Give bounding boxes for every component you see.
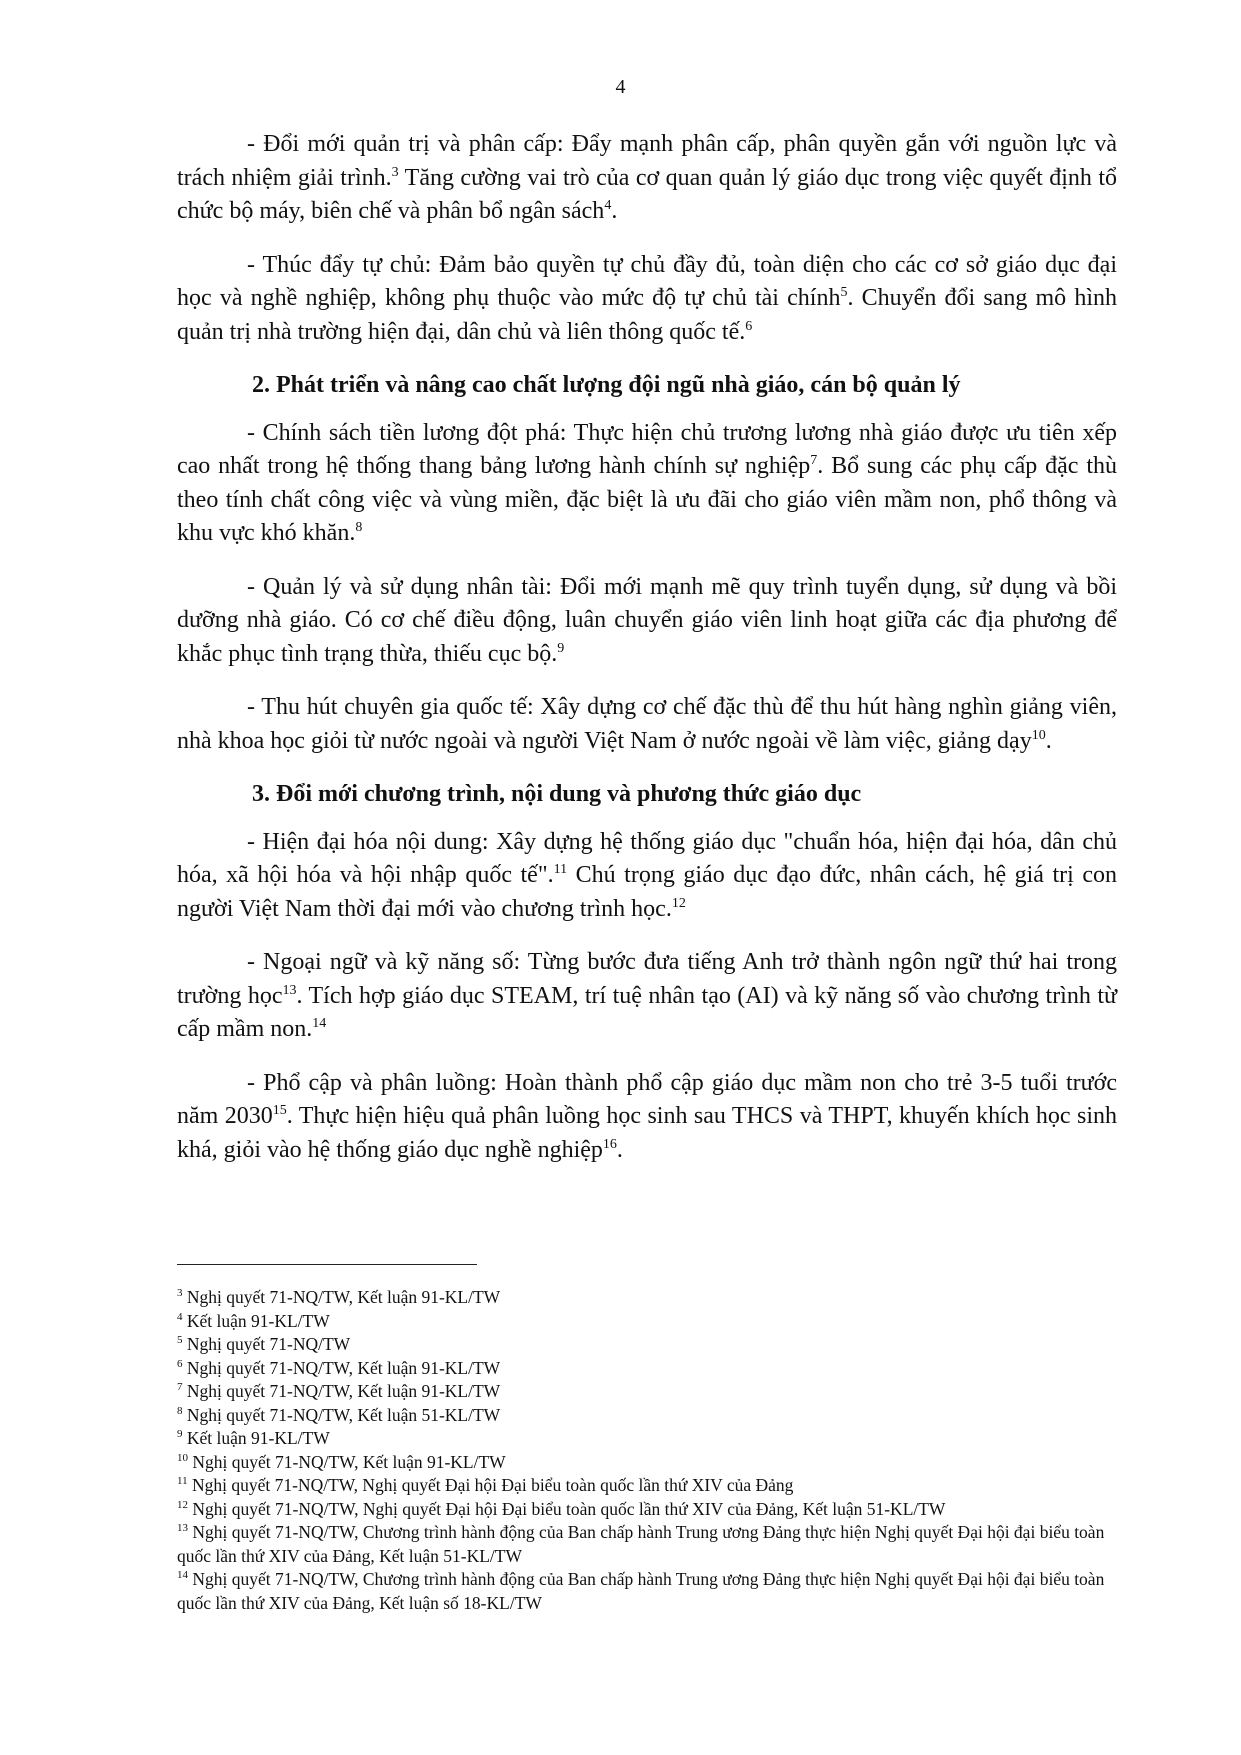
footnote-reference: 6 xyxy=(745,318,753,334)
footnote-item xyxy=(177,1333,1117,1357)
footnote-number: 9 xyxy=(177,1428,183,1441)
body-paragraph xyxy=(177,571,1117,672)
footnote-number: 7 xyxy=(177,1381,183,1394)
footnote-item xyxy=(177,1286,1117,1310)
paragraph-text: - Chính sách tiền lương đột phá: Thực hiện chủ trương lương nhà giáo được ưu tiên xếp cao nhất trong hệ thống thang bảng lương hành chính sự nghiệp xyxy=(177,419,1117,479)
paragraph-text: - Đổi mới quản trị và phân cấp: Đẩy mạnh phân cấp, phân quyền gắn với nguồn lực và trách nhiệm giải trình. xyxy=(177,131,1117,191)
footnote-reference: 13 xyxy=(282,982,297,998)
footnote-text: Nghị quyết 71-NQ/TW, Chương trình hành động của Ban chấp hành Trung ương Đảng thực hiện Nghị quyết Đại hội đại biểu toàn quốc lần thứ XIV của Đảng, Kết luận 51-KL/TW xyxy=(177,1522,1105,1566)
footnote-item xyxy=(177,1380,1117,1404)
footnote-item xyxy=(177,1404,1117,1428)
paragraph-text: - Thu hút chuyên gia quốc tế: Xây dựng cơ chế đặc thù để thu hút hàng nghìn giảng viên, nhà khoa học giỏi từ nước ngoài và người Việt Nam ở nước ngoài về làm việc, giảng dạy xyxy=(177,694,1117,754)
footnote-reference: 12 xyxy=(671,895,686,911)
footnote-number: 6 xyxy=(177,1357,183,1370)
paragraph-text: . Bổ sung các phụ cấp đặc thù theo tính chất công việc và vùng miền, đặc biệt là ưu đãi cho giáo viên mầm non, phổ thông và khu vực khó khăn. xyxy=(177,453,1117,546)
footnote-divider xyxy=(177,1264,477,1265)
footnote-item xyxy=(177,1357,1117,1381)
paragraph-text: Chú trọng giáo dục đạo đức, nhân cách, hệ giá trị con người Việt Nam thời đại mới vào chương trình học. xyxy=(177,862,1117,922)
paragraph-text: . xyxy=(1045,727,1052,754)
footnote-reference: 14 xyxy=(312,1016,327,1031)
paragraph-text: . xyxy=(616,1136,623,1163)
footnote-text: Kết luận 91-KL/TW xyxy=(186,1310,330,1331)
footnote-reference: 5 xyxy=(840,285,848,300)
body-paragraph xyxy=(177,128,1117,229)
document-body xyxy=(177,128,1117,1187)
footnote-number: 11 xyxy=(177,1475,188,1488)
footnote-reference: 16 xyxy=(602,1136,617,1152)
footnote-reference: 10 xyxy=(1031,727,1046,743)
footnote-number: 8 xyxy=(177,1404,183,1417)
footnote-reference: 11 xyxy=(553,862,568,877)
footnote-item xyxy=(177,1521,1117,1568)
footnote-item xyxy=(177,1310,1117,1334)
footnote-item xyxy=(177,1474,1117,1498)
footnote-text: Nghị quyết 71-NQ/TW, Nghị quyết Đại hội Đại biểu toàn quốc lần thứ XIV của Đảng xyxy=(191,1475,794,1495)
footnote-reference: 3 xyxy=(391,164,399,180)
footnote-reference: 15 xyxy=(272,1103,287,1118)
footnote-number: 13 xyxy=(177,1522,188,1535)
paragraph-text: . Chuyển đổi sang mô hình quản trị nhà trường hiện đại, dân chủ và liên thông quốc tế. xyxy=(177,285,1118,345)
footnote-number: 14 xyxy=(177,1569,188,1582)
footnote-number: 3 xyxy=(177,1287,183,1300)
paragraph-text: - Thúc đẩy tự chủ: Đảm bảo quyền tự chủ đầy đủ, toàn diện cho các cơ sở giáo dục đại học và nghề nghiệp, không phụ thuộc vào mức độ tự chủ tài chính xyxy=(177,251,1117,311)
page-number: 4 xyxy=(615,76,626,98)
paragraph-text: . xyxy=(611,198,618,224)
paragraph-text: - Phổ cập và phân luồng: Hoàn thành phổ cập giáo dục mầm non cho trẻ 3-5 tuổi trước năm 2030 xyxy=(177,1069,1117,1129)
footnote-text: Nghị quyết 71-NQ/TW, Chương trình hành động của Ban chấp hành Trung ương Đảng thực hiện Nghị quyết Đại hội đại biểu toàn quốc lần thứ XIV của Đảng, Kết luận số 18-KL/TW xyxy=(177,1569,1105,1613)
footnote-reference: 9 xyxy=(557,640,565,656)
footnote-number: 12 xyxy=(177,1498,188,1511)
footnote-number: 5 xyxy=(177,1334,183,1347)
footnote-item xyxy=(177,1498,1117,1522)
footnote-reference: 4 xyxy=(604,198,612,213)
footnote-reference: 7 xyxy=(810,453,818,468)
footnote-text: Nghị quyết 71-NQ/TW, Kết luận 91-KL/TW xyxy=(186,1357,501,1378)
footnote-text: Nghị quyết 71-NQ/TW xyxy=(186,1334,351,1354)
footnote-text: Nghị quyết 71-NQ/TW, Kết luận 51-KL/TW xyxy=(186,1404,501,1425)
paragraph-text: . Tích hợp giáo dục STEAM, trí tuệ nhân tạo (AI) và kỹ năng số vào chương trình từ cấp mầm non. xyxy=(177,982,1117,1042)
footnote-text: Nghị quyết 71-NQ/TW, Nghị quyết Đại hội Đại biểu toàn quốc lần thứ XIV của Đảng, Kết luận 51-KL/TW xyxy=(192,1498,946,1519)
footnote-reference: 8 xyxy=(355,520,363,535)
footnotes-section xyxy=(177,1286,1117,1615)
body-paragraph xyxy=(177,417,1117,551)
section-heading: 2. Phát triển và nâng cao chất lượng đội ngũ nhà giáo, cán bộ quản lý xyxy=(252,372,961,398)
paragraph-text: - Hiện đại hóa nội dung: Xây dựng hệ thống giáo dục "chuẩn hóa, hiện đại hóa, dân chủ hóa, xã hội hóa và hội nhập quốc tế". xyxy=(177,828,1117,888)
body-paragraph xyxy=(177,826,1117,927)
section-heading: 3. Đổi mới chương trình, nội dung và phương thức giáo dục xyxy=(252,781,862,807)
footnote-number: 4 xyxy=(177,1310,183,1323)
paragraph-text: - Quản lý và sử dụng nhân tài: Đổi mới mạnh mẽ quy trình tuyển dụng, sử dụng và bồi dưỡng nhà giáo. Có cơ chế điều động, luân chuyển giáo viên linh hoạt giữa các địa phương để khắc phục tình trạng thừa, thiếu cục bộ. xyxy=(177,573,1117,667)
paragraph-text: Tăng cường vai trò của cơ quan quản lý giáo dục trong việc quyết định tổ chức bộ máy, biên chế và phân bổ ngân sách xyxy=(177,164,1117,224)
footnote-text: Nghị quyết 71-NQ/TW, Kết luận 91-KL/TW xyxy=(192,1451,506,1472)
body-paragraph xyxy=(177,946,1117,1047)
paragraph-text: - Ngoại ngữ và kỹ năng số: Từng bước đưa tiếng Anh trở thành ngôn ngữ thứ hai trong trường học xyxy=(177,949,1117,1009)
footnote-item xyxy=(177,1568,1117,1615)
body-paragraph xyxy=(177,691,1117,758)
footnote-text: Nghị quyết 71-NQ/TW, Kết luận 91-KL/TW xyxy=(186,1287,501,1307)
footnote-text: Nghị quyết 71-NQ/TW, Kết luận 91-KL/TW xyxy=(186,1381,501,1401)
paragraph-text: . Thực hiện hiệu quả phân luồng học sinh sau THCS và THPT, khuyến khích học sinh khá, giỏi vào hệ thống giáo dục nghề nghiệp xyxy=(177,1103,1117,1163)
footnote-number: 10 xyxy=(177,1451,188,1464)
body-paragraph xyxy=(177,1067,1117,1168)
footnote-text: Kết luận 91-KL/TW xyxy=(186,1428,330,1448)
footnote-item xyxy=(177,1427,1117,1451)
footnote-item xyxy=(177,1451,1117,1475)
body-paragraph xyxy=(177,249,1117,350)
